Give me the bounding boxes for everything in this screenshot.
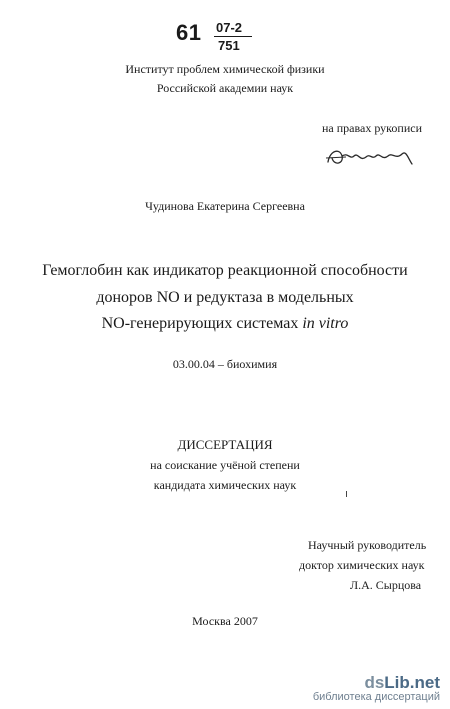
specialty: 03.00.04 – биохимия (172, 357, 278, 371)
title-line-3 (0, 311, 450, 337)
manuscript-note: на правах рукописи (322, 121, 422, 135)
author-name: Чудинова Екатерина Сергеевна (145, 199, 305, 213)
stamp-number: 61 (176, 20, 202, 45)
title-line-1: Гемоглобин как индикатор реакционной способности (42, 262, 408, 279)
supervisor-degree: доктор химических наук (299, 558, 425, 572)
supervisor-role: Научный руководитель (308, 538, 427, 552)
margin-mark (346, 491, 350, 497)
institution-line-1: Институт проблем химической физики (125, 62, 325, 76)
archive-stamp (172, 18, 264, 54)
stamp-divider (214, 36, 252, 37)
stamp-code-top: 07-2 (216, 20, 243, 35)
title-line-3-italic: in vitro (302, 315, 349, 332)
watermark-logo (313, 673, 440, 703)
supervisor-name: Л.А. Сырцова (350, 578, 422, 592)
degree-line-2: кандидата химических наук (153, 478, 297, 492)
institution-line-2: Российской академии наук (156, 81, 294, 95)
watermark-tagline: библиотека диссертаций (312, 691, 440, 703)
dissertation-heading: ДИССЕРТАЦИЯ (177, 437, 273, 452)
handwritten-signature (322, 142, 417, 172)
title-line-3-main: NO-генерирующих системах (101, 315, 303, 332)
place-year: Москва 2007 (192, 614, 258, 628)
title-line-2: доноров NO и редуктаза в модельных (96, 289, 354, 306)
degree-line-1: на соискание учёной степени (150, 458, 300, 472)
watermark-brand: dsLib.net (364, 673, 440, 692)
stamp-code-bottom: 751 (218, 38, 240, 53)
